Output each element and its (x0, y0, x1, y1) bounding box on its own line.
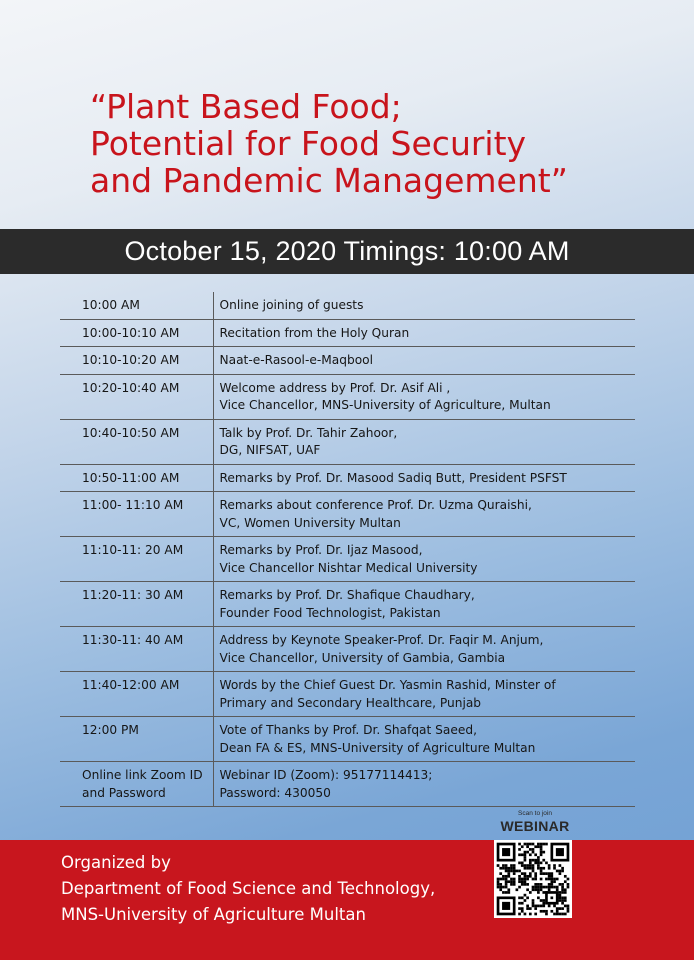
schedule-row (60, 374, 635, 419)
schedule-time-line: 11:40-12:00 AM (82, 678, 180, 692)
schedule-event (213, 464, 635, 492)
schedule-time (60, 319, 213, 347)
event-title-line: “Plant Based Food; (90, 87, 402, 126)
schedule-event-line: Vice Chancellor, University of Gambia, Gambia (219, 650, 506, 665)
schedule-row (60, 762, 635, 807)
schedule-time-line: 10:50-11:00 AM (82, 470, 180, 485)
schedule-time (60, 492, 213, 537)
schedule-time (60, 419, 213, 464)
webinar-label: WEBINAR (500, 818, 570, 834)
schedule-time-line: and Password (82, 785, 166, 800)
schedule-event (213, 672, 635, 717)
schedule-event (213, 374, 635, 419)
schedule-event (213, 419, 635, 464)
schedule-time-line: 10:00-10:10 AM (82, 325, 180, 340)
schedule-event (213, 319, 635, 347)
schedule-time-line: 10:40-10:50 AM (82, 425, 180, 440)
schedule-time-line: 11:20-11: 30 AM (82, 588, 184, 602)
schedule-row (60, 319, 635, 347)
schedule-event-line: Recitation from the Holy Quran (219, 325, 410, 340)
schedule-event-line: Naat-e-Rasool-e-Maqbool (219, 353, 373, 367)
schedule-event-line: Webinar ID (Zoom): 95177114413; (219, 768, 433, 782)
schedule-time-line: Online link Zoom ID (82, 768, 203, 782)
schedule-time (60, 582, 213, 627)
schedule-row (60, 627, 635, 672)
schedule-time-line: 11:10-11: 20 AM (82, 543, 184, 557)
schedule-event-line: Welcome address by Prof. Dr. Asif Ali , (219, 380, 451, 395)
event-title (90, 88, 670, 199)
organizer-line: Department of Food Science and Technology, (61, 879, 436, 898)
schedule-event-line: VC, Women University Multan (219, 515, 401, 530)
schedule-time (60, 672, 213, 717)
schedule-event-line: Vice Chancellor, MNS-University of Agriculture, Multan (219, 398, 551, 412)
schedule-event-line: Password: 430050 (219, 785, 331, 800)
schedule-row (60, 582, 635, 627)
schedule-event-line: Vice Chancellor Nishtar Medical University (219, 560, 478, 575)
schedule-event-line: Remarks by Prof. Dr. Shafique Chaudhary, (219, 588, 475, 602)
event-title-line: Potential for Food Security (90, 124, 527, 163)
schedule-time-line: 11:30-11: 40 AM (82, 633, 184, 647)
schedule-time (60, 762, 213, 807)
schedule-row (60, 292, 635, 319)
schedule-time (60, 374, 213, 419)
organizer-block (61, 850, 435, 928)
schedule-time (60, 292, 213, 319)
schedule-event-line: Online joining of guests (219, 298, 364, 312)
schedule-event (213, 627, 635, 672)
schedule-event (213, 492, 635, 537)
schedule-event (213, 762, 635, 807)
schedule-row (60, 672, 635, 717)
schedule-event-line: Vote of Thanks by Prof. Dr. Shafqat Saeed, (219, 723, 477, 737)
schedule-event-line: Remarks about conference Prof. Dr. Uzma Quraishi, (219, 498, 532, 512)
schedule-time (60, 627, 213, 672)
schedule-time-line: 11:00- 11:10 AM (82, 498, 184, 512)
schedule-event-line: Remarks by Prof. Dr. Masood Sadiq Butt, President PSFST (219, 470, 567, 485)
schedule-row (60, 464, 635, 492)
schedule-table (60, 292, 635, 807)
schedule-time (60, 464, 213, 492)
schedule-row (60, 537, 635, 582)
schedule-event (213, 537, 635, 582)
schedule-event-line: Primary and Secondary Healthcare, Punjab (219, 695, 482, 710)
schedule-event-line: Founder Food Technologist, Pakistan (219, 605, 441, 620)
schedule-event-line: DG, NIFSAT, UAF (219, 443, 321, 457)
schedule-event-line: Remarks by Prof. Dr. Ijaz Masood, (219, 543, 423, 557)
schedule-body (60, 292, 635, 807)
schedule-row (60, 717, 635, 762)
schedule-time (60, 347, 213, 375)
schedule-event-line: Words by the Chief Guest Dr. Yasmin Rashid, Minster of (219, 678, 556, 692)
qr-code-graphic (494, 840, 572, 918)
organizer-line: Organized by (61, 853, 171, 872)
organizer-line: MNS-University of Agriculture Multan (61, 905, 366, 924)
schedule-event (213, 347, 635, 375)
schedule-time-line: 10:00 AM (82, 298, 140, 312)
schedule-time-line: 10:10-10:20 AM (82, 353, 180, 367)
schedule-row (60, 347, 635, 375)
schedule-event-line: Dean FA & ES, MNS-University of Agriculture Multan (219, 740, 536, 755)
event-title-line: and Pandemic Management” (90, 161, 568, 200)
scan-to-join-label: Scan to join (518, 810, 552, 817)
schedule-event-line: Talk by Prof. Dr. Tahir Zahoor, (219, 425, 398, 440)
schedule-event (213, 717, 635, 762)
schedule-event (213, 582, 635, 627)
schedule-time (60, 717, 213, 762)
qr-code-icon[interactable] (494, 840, 572, 918)
schedule-time-line: 12:00 PM (82, 723, 139, 737)
schedule-time-line: 10:20-10:40 AM (82, 380, 180, 395)
schedule-row (60, 419, 635, 464)
schedule-row (60, 492, 635, 537)
schedule-time (60, 537, 213, 582)
schedule-event (213, 292, 635, 319)
schedule-event-line: Address by Keynote Speaker-Prof. Dr. Faqir M. Anjum, (219, 633, 544, 647)
date-timing-bar: October 15, 2020 Timings: 10:00 AM (0, 229, 694, 274)
